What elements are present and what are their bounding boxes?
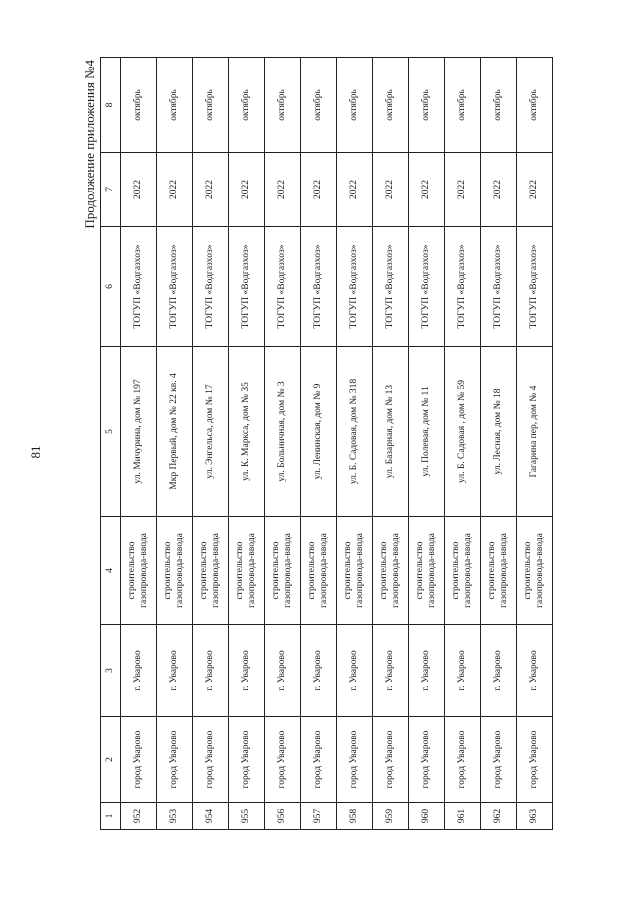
- column-header: 6: [101, 227, 121, 347]
- month-cell: октябрь: [301, 58, 337, 153]
- locality-cell: г. Уварово: [121, 625, 157, 717]
- work-type-cell: строительство газопровода-ввода: [481, 517, 517, 625]
- address-cell: ул. Б. Садовая, дом № 318: [337, 347, 373, 517]
- row-number-cell: 958: [337, 803, 373, 830]
- table-row: [193, 58, 229, 830]
- row-number-cell: 959: [373, 803, 409, 830]
- work-type-cell: строительство газопровода-ввода: [445, 517, 481, 625]
- address-cell: ул. Лесная, дом № 18: [481, 347, 517, 517]
- table-row: [373, 58, 409, 830]
- month-cell: октябрь: [445, 58, 481, 153]
- month-cell: октябрь: [337, 58, 373, 153]
- locality-cell: г. Уварово: [373, 625, 409, 717]
- contractor-cell: ТОГУП «Водгазхоз»: [337, 227, 373, 347]
- year-cell: 2022: [517, 153, 553, 227]
- work-type-cell: строительство газопровода-ввода: [337, 517, 373, 625]
- table-row: [157, 58, 193, 830]
- column-header: 8: [101, 58, 121, 153]
- contractor-cell: ТОГУП «Водгазхоз»: [481, 227, 517, 347]
- month-cell: октябрь: [121, 58, 157, 153]
- month-cell: октябрь: [517, 58, 553, 153]
- work-type-cell: строительство газопровода-ввода: [409, 517, 445, 625]
- municipality-cell: город Уварово: [265, 717, 301, 803]
- work-type-cell: строительство газопровода-ввода: [157, 517, 193, 625]
- year-cell: 2022: [373, 153, 409, 227]
- address-cell: ул. Б. Садовая , дом № 59: [445, 347, 481, 517]
- contractor-cell: ТОГУП «Водгазхоз»: [121, 227, 157, 347]
- year-cell: 2022: [409, 153, 445, 227]
- address-cell: ул. К. Маркса, дом № 35: [229, 347, 265, 517]
- address-cell: ул. Больничная, дом № 3: [265, 347, 301, 517]
- column-header: 5: [101, 347, 121, 517]
- locality-cell: г. Уварово: [517, 625, 553, 717]
- month-cell: октябрь: [481, 58, 517, 153]
- table-row: [409, 58, 445, 830]
- locality-cell: г. Уварово: [445, 625, 481, 717]
- locality-cell: г. Уварово: [265, 625, 301, 717]
- contractor-cell: ТОГУП «Водгазхоз»: [157, 227, 193, 347]
- year-cell: 2022: [193, 153, 229, 227]
- table-row: [481, 58, 517, 830]
- month-cell: октябрь: [157, 58, 193, 153]
- table-row: [301, 58, 337, 830]
- year-cell: 2022: [481, 153, 517, 227]
- row-number-cell: 952: [121, 803, 157, 830]
- work-type-cell: строительство газопровода-ввода: [517, 517, 553, 625]
- month-cell: октябрь: [265, 58, 301, 153]
- row-number-cell: 954: [193, 803, 229, 830]
- column-header: 3: [101, 625, 121, 717]
- work-type-cell: строительство газопровода-ввода: [265, 517, 301, 625]
- year-cell: 2022: [445, 153, 481, 227]
- contractor-cell: ТОГУП «Водгазхоз»: [373, 227, 409, 347]
- municipality-cell: город Уварово: [121, 717, 157, 803]
- month-cell: октябрь: [373, 58, 409, 153]
- work-type-cell: строительство газопровода-ввода: [373, 517, 409, 625]
- municipality-cell: город Уварово: [373, 717, 409, 803]
- municipality-cell: город Уварово: [193, 717, 229, 803]
- year-cell: 2022: [265, 153, 301, 227]
- locality-cell: г. Уварово: [481, 625, 517, 717]
- locality-cell: г. Уварово: [409, 625, 445, 717]
- row-number-cell: 961: [445, 803, 481, 830]
- contractor-cell: ТОГУП «Водгазхоз»: [409, 227, 445, 347]
- month-cell: октябрь: [229, 58, 265, 153]
- row-number-cell: 960: [409, 803, 445, 830]
- address-cell: ул. Базарная, дом № 13: [373, 347, 409, 517]
- gas-works-table: [100, 57, 553, 830]
- table-row: [121, 58, 157, 830]
- municipality-cell: город Уварово: [337, 717, 373, 803]
- address-cell: ул. Мичурина, дом № 197: [121, 347, 157, 517]
- row-number-cell: 962: [481, 803, 517, 830]
- contractor-cell: ТОГУП «Водгазхоз»: [301, 227, 337, 347]
- contractor-cell: ТОГУП «Водгазхоз»: [517, 227, 553, 347]
- locality-cell: г. Уварово: [229, 625, 265, 717]
- work-type-cell: строительство газопровода-ввода: [121, 517, 157, 625]
- address-cell: ул. Ленинская, дом № 9: [301, 347, 337, 517]
- contractor-cell: ТОГУП «Водгазхоз»: [265, 227, 301, 347]
- municipality-cell: город Уварово: [445, 717, 481, 803]
- contractor-cell: ТОГУП «Водгазхоз»: [193, 227, 229, 347]
- table-row: [229, 58, 265, 830]
- address-cell: ул. Полевая, дом № 11: [409, 347, 445, 517]
- contractor-cell: ТОГУП «Водгазхоз»: [445, 227, 481, 347]
- row-number-cell: 953: [157, 803, 193, 830]
- year-cell: 2022: [301, 153, 337, 227]
- year-cell: 2022: [121, 153, 157, 227]
- locality-cell: г. Уварово: [301, 625, 337, 717]
- municipality-cell: город Уварово: [157, 717, 193, 803]
- month-cell: октябрь: [409, 58, 445, 153]
- locality-cell: г. Уварово: [337, 625, 373, 717]
- table-header-row: [101, 58, 121, 830]
- column-header: 1: [101, 803, 121, 830]
- row-number-cell: 957: [301, 803, 337, 830]
- table-row: [517, 58, 553, 830]
- work-type-cell: строительство газопровода-ввода: [301, 517, 337, 625]
- year-cell: 2022: [229, 153, 265, 227]
- municipality-cell: город Уварово: [409, 717, 445, 803]
- month-cell: октябрь: [193, 58, 229, 153]
- work-type-cell: строительство газопровода-ввода: [193, 517, 229, 625]
- work-type-cell: строительство газопровода-ввода: [229, 517, 265, 625]
- rotated-table-page: [80, 58, 600, 830]
- table-row: [337, 58, 373, 830]
- table-row: [445, 58, 481, 830]
- table-row: [265, 58, 301, 830]
- year-cell: 2022: [337, 153, 373, 227]
- contractor-cell: ТОГУП «Водгазхоз»: [229, 227, 265, 347]
- row-number-cell: 956: [265, 803, 301, 830]
- page-number: 81: [28, 445, 43, 459]
- municipality-cell: город Уварово: [301, 717, 337, 803]
- address-cell: Гагарина пер, дом № 4: [517, 347, 553, 517]
- year-cell: 2022: [157, 153, 193, 227]
- locality-cell: г. Уварово: [193, 625, 229, 717]
- municipality-cell: город Уварово: [229, 717, 265, 803]
- locality-cell: г. Уварово: [157, 625, 193, 717]
- row-number-cell: 955: [229, 803, 265, 830]
- column-header: 2: [101, 717, 121, 803]
- address-cell: ул. Энгельса, дом № 17: [193, 347, 229, 517]
- address-cell: Мкр Первый, дом № 22 кв. 4: [157, 347, 193, 517]
- municipality-cell: город Уварово: [517, 717, 553, 803]
- municipality-cell: город Уварово: [481, 717, 517, 803]
- column-header: 4: [101, 517, 121, 625]
- appendix-caption: Продолжение приложения №4: [82, 60, 97, 229]
- column-header: 7: [101, 153, 121, 227]
- row-number-cell: 963: [517, 803, 553, 830]
- table-body: [121, 58, 553, 830]
